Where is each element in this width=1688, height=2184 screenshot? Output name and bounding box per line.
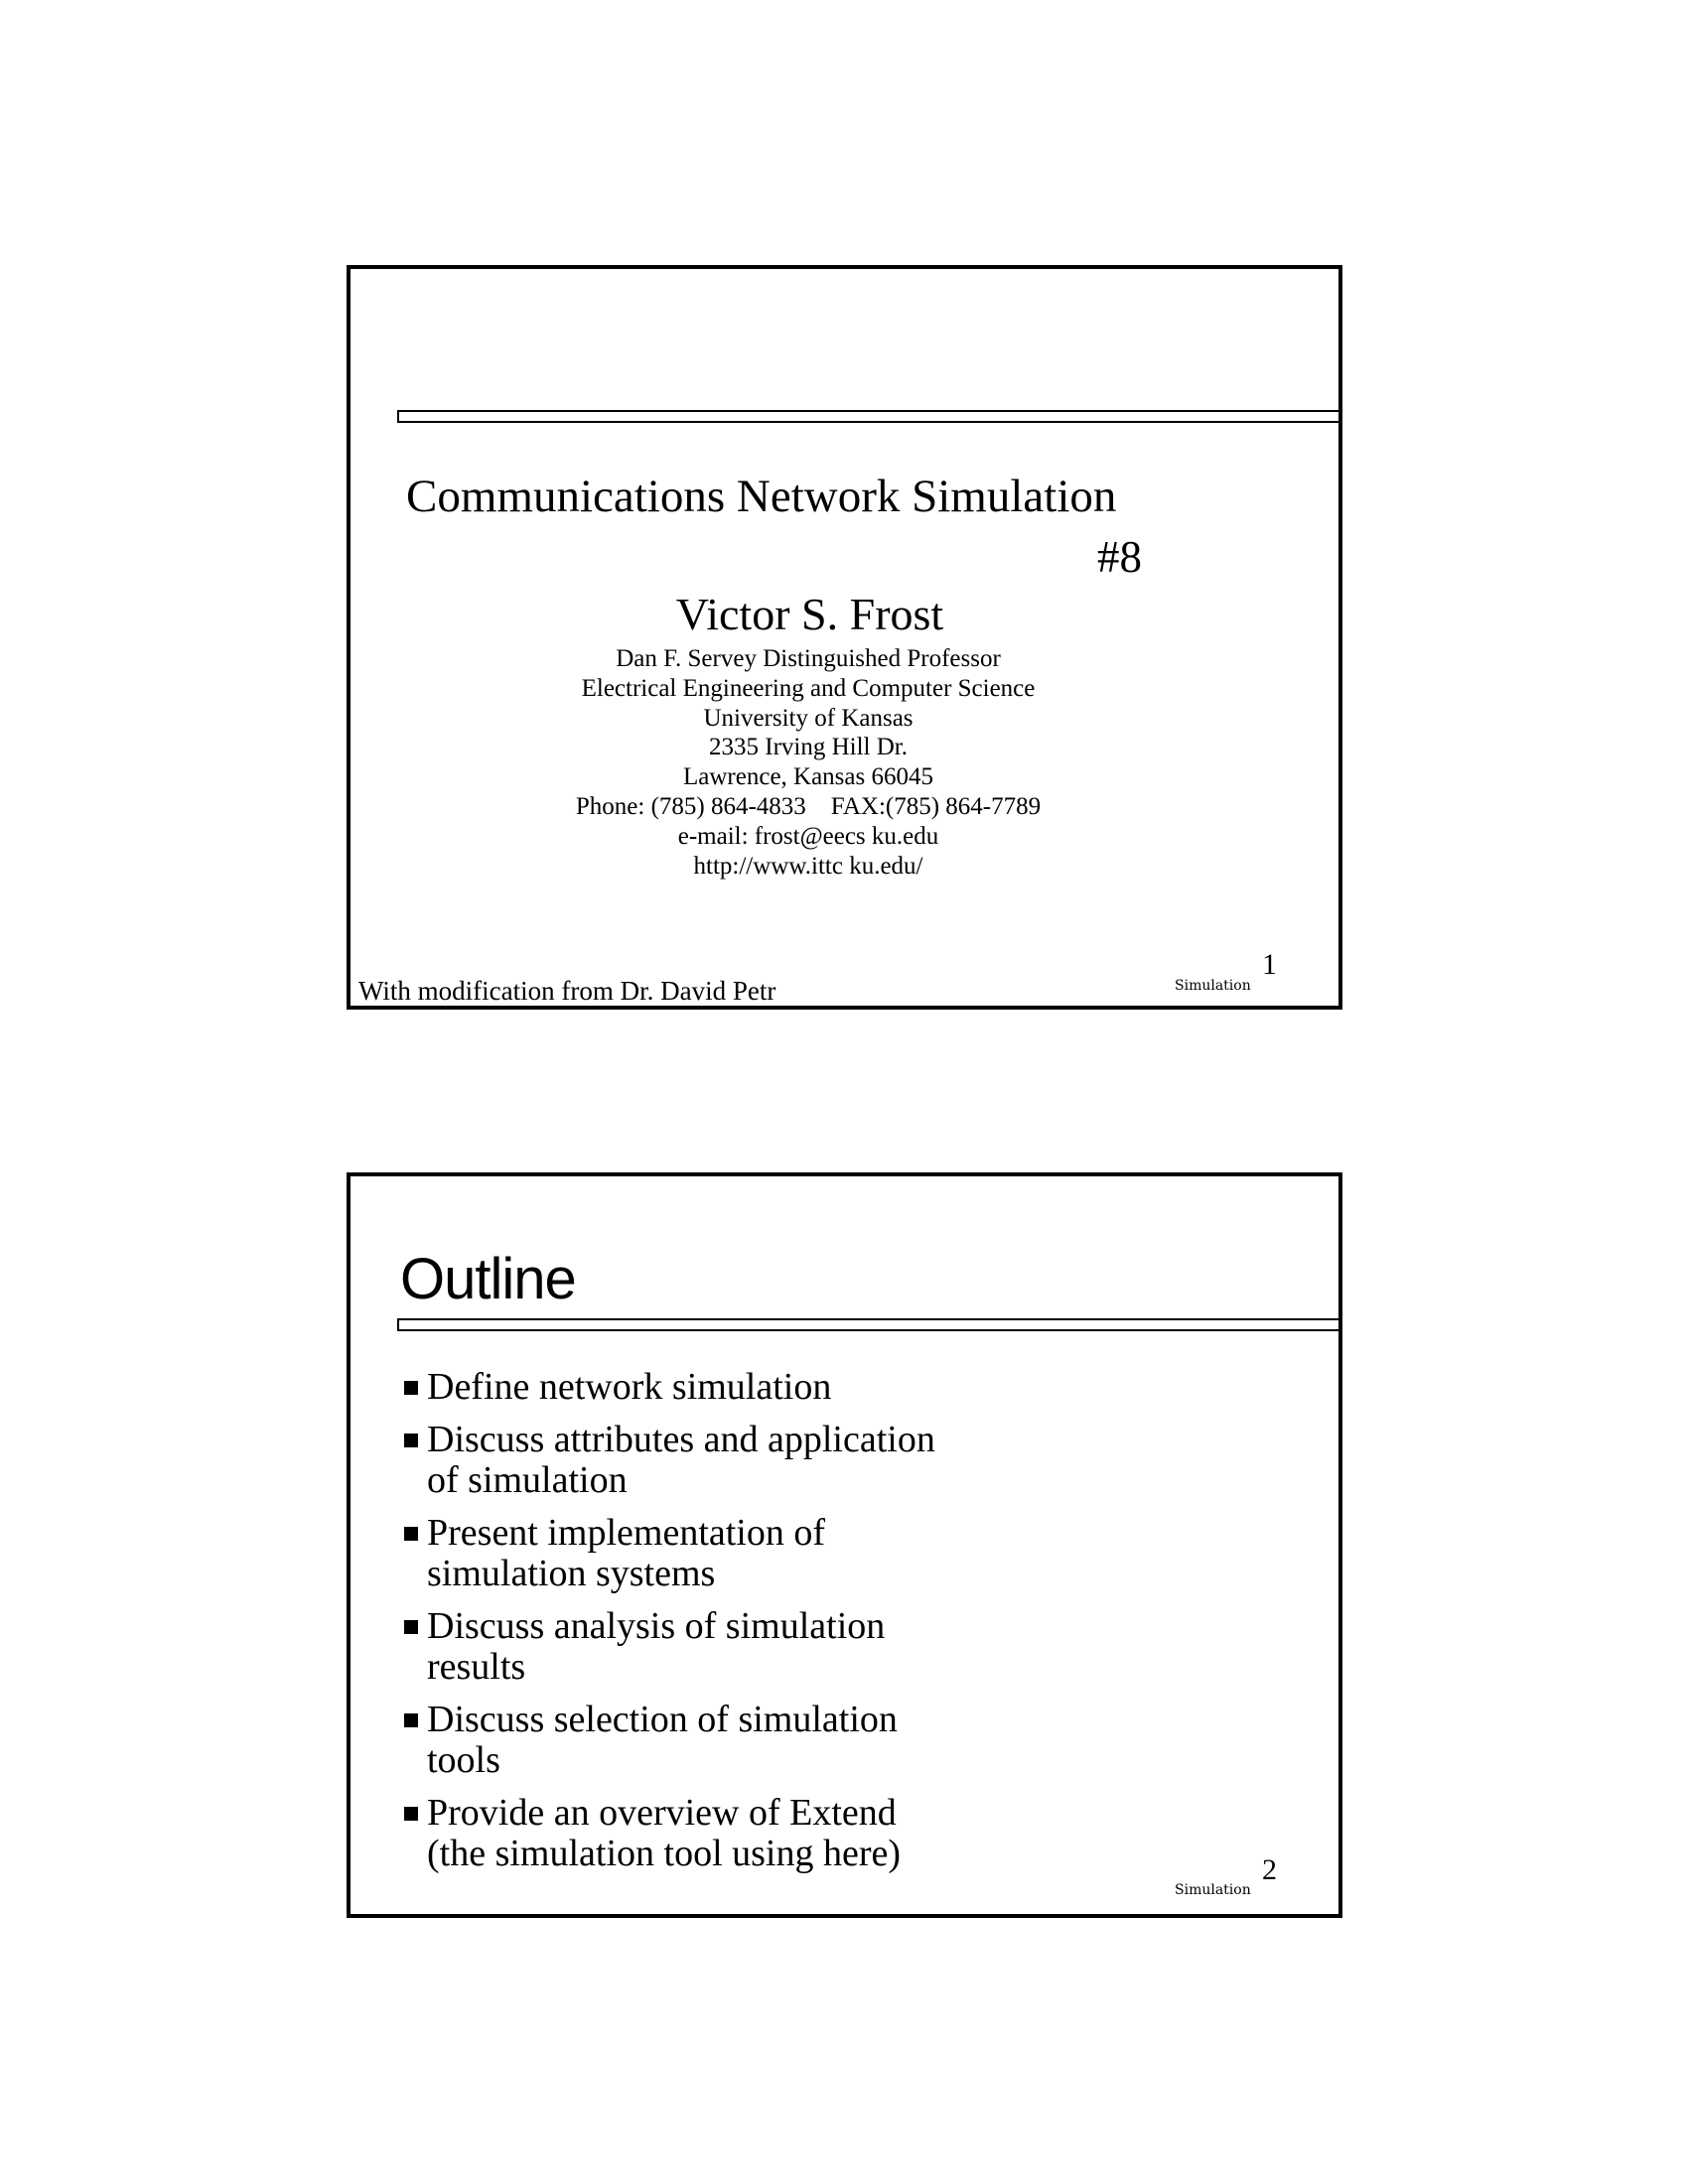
slide-1: [347, 265, 1342, 1010]
credit-note: With modification from Dr. David Petr: [358, 976, 776, 1006]
slide-number: 1: [1262, 948, 1277, 981]
info-department: Electrical Engineering and Computer Science: [581, 674, 1036, 702]
list-item: Discuss analysis of simulation results: [351, 1606, 943, 1688]
info-street: 2335 Irving Hill Dr.: [709, 734, 908, 761]
info-title: Dan F. Servey Distinguished Professor: [616, 645, 1001, 672]
bullet-list: [351, 1367, 943, 1886]
title-divider-bar: [397, 410, 1338, 423]
square-bullet-icon: [404, 1527, 418, 1541]
square-bullet-icon: [404, 1807, 418, 1821]
info-university: University of Kansas: [703, 704, 914, 732]
slide-2: [347, 1172, 1342, 1918]
slide-number: 2: [1262, 1853, 1277, 1886]
footer-label: Simulation: [1175, 1882, 1251, 1898]
square-bullet-icon: [404, 1713, 418, 1727]
info-phone-fax: Phone: (785) 864-4833 FAX:(785) 864-7789: [575, 792, 1042, 820]
title-divider-bar: [397, 1318, 1338, 1331]
list-item: Present implementation of simulation systems: [351, 1513, 943, 1594]
info-url: http://www.ittc ku.edu/: [693, 852, 923, 880]
square-bullet-icon: [404, 1381, 418, 1395]
footer-label: Simulation: [1175, 978, 1251, 994]
list-item: Provide an overview of Extend (the simulation tool using here): [351, 1793, 943, 1874]
author-info: [351, 644, 1266, 881]
list-item: Discuss selection of simulation tools: [351, 1700, 943, 1781]
info-email: e-mail: frost@eecs ku.edu: [677, 822, 939, 850]
slide-title: Communications Network Simulation: [406, 471, 1117, 522]
list-item: Discuss attributes and application of simulation: [351, 1420, 943, 1501]
square-bullet-icon: [404, 1433, 418, 1447]
list-item: Define network simulation: [351, 1367, 943, 1408]
lecture-number: #8: [1097, 532, 1142, 582]
slide-title: Outline: [400, 1247, 576, 1311]
square-bullet-icon: [404, 1620, 418, 1634]
info-city: Lawrence, Kansas 66045: [683, 763, 933, 791]
author-name: Victor S. Frost: [675, 589, 944, 639]
